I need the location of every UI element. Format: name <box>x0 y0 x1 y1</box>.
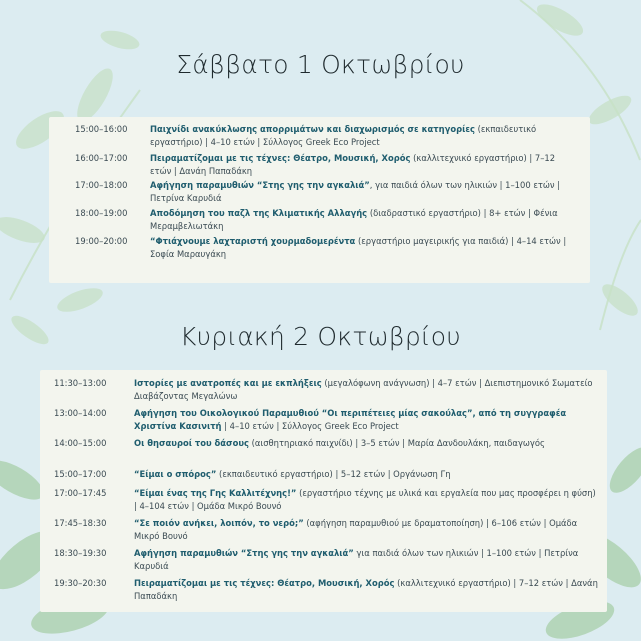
event-name: Αφήγηση παραμυθιών “Στης γης την αγκαλιά” <box>134 548 354 558</box>
event-description <box>150 207 575 232</box>
event-name: Αφήγηση του Οικολογικού Παραμυθιού “Οι περιπέτειες μίας σακούλας”, από τη συγγραφέα Χριστίνα Κασινιτή <box>134 408 567 431</box>
event-details: (αισθητηριακό παιχνίδι) | 3–5 ετών | Μαρία Δανδουλάκη, παιδαγωγός <box>251 438 545 448</box>
event-time: 11:30–13:00 <box>54 378 107 388</box>
list-item <box>54 487 599 512</box>
event-details: (εργαστήριο τέχνης με υλικά και εργαλεία που μας προσφέρει η φύση) | 4–104 ετών | Ομάδα Μικρό Βουνό <box>134 488 596 511</box>
event-description <box>150 235 575 260</box>
event-name: Οι θησαυροί του δάσους <box>134 438 249 448</box>
event-name: Ιστορίες με ανατροπές και με εκπλήξεις <box>134 378 322 388</box>
list-item <box>54 547 599 572</box>
event-name: Αποδόμηση του παζλ της Κλιματικής Αλλαγής <box>150 208 368 218</box>
event-description <box>134 547 599 572</box>
event-name: Πειραματίζομαι με τις τέχνες: Θέατρο, Μουσική, Χορός <box>150 153 411 163</box>
event-time: 19:00–20:00 <box>75 236 128 246</box>
event-details: (εκπαιδευτικό εργαστήριο) | 4–10 ετών | Σύλλογος Greek Eco Project <box>150 124 537 147</box>
event-description <box>134 517 599 542</box>
list-item <box>75 152 575 177</box>
list-item <box>54 468 599 481</box>
event-time: 15:00–16:00 <box>75 124 128 134</box>
list-item <box>54 437 599 450</box>
list-item <box>54 577 599 602</box>
event-time: 18:30–19:30 <box>54 548 107 558</box>
list-item <box>54 517 599 542</box>
event-name: “Σε ποιόν ανήκει, λοιπόν, το νερό;” <box>134 518 304 528</box>
saturday-title: Σάββατο 1 Οκτωβρίου <box>176 50 465 79</box>
event-details: (εργαστήριο μαγειρικής για παιδιά) | 4–14 ετών | Σοφία Μαραυγάκη <box>150 236 567 259</box>
event-details: (αφήγηση παραμυθιού με δραματοποίηση) | 6–106 ετών | Ομάδα Μικρό Βουνό <box>134 518 578 541</box>
event-name: Πειραματίζομαι με τις τέχνες: Θέατρο, Μουσική, Χορός <box>134 578 395 588</box>
event-description <box>134 377 599 402</box>
event-time: 16:00–17:00 <box>75 153 128 163</box>
saturday-schedule-card <box>49 117 590 283</box>
event-details: (διαδραστικό εργαστήριο) | 8+ ετών | Φένια Μεραμβελιωτάκη <box>150 208 558 231</box>
event-details: , για παιδιά όλων των ηλικιών | 1–100 ετών | Πετρίνα Καρυδιά <box>150 180 561 203</box>
event-time: 13:00–14:00 <box>54 408 107 418</box>
event-description <box>150 179 575 204</box>
event-name: Αφήγηση παραμυθιών “Στης γης την αγκαλιά” <box>150 180 370 190</box>
sunday-schedule-card <box>40 370 607 612</box>
event-details: (μεγαλόφωνη ανάγνωση) | 4–7 ετών | Διεπιστημονικό Σωματείο Διαβάζοντας Μεγαλώνω <box>134 378 593 401</box>
list-item <box>54 377 599 402</box>
event-description <box>134 468 451 481</box>
event-time: 18:00–19:00 <box>75 208 128 218</box>
event-name: “Φτιάχνουμε λαχταριστή χουρμαδομερέντα <box>150 236 356 246</box>
event-details: (καλλιτεχνικό εργαστήριο) | 7–12 ετών | Δανάη Παπαδάκη <box>150 153 556 176</box>
event-description <box>134 487 599 512</box>
event-details: για παιδιά όλων των ηλικιών | 1–100 ετών | Πετρίνα Καρυδιά <box>134 548 579 571</box>
list-item <box>75 123 575 148</box>
event-time: 17:00–17:45 <box>54 488 107 498</box>
event-time: 17:00–18:00 <box>75 180 128 190</box>
event-details: (καλλιτεχνικό εργαστήριο) | 7–12 ετών | Δανάη Παπαδάκη <box>134 578 598 601</box>
event-description <box>134 437 545 450</box>
list-item <box>75 179 575 204</box>
event-name: “Είμαι ένας της Γης Καλλιτέχνης!” <box>134 488 297 498</box>
event-description <box>134 577 599 602</box>
event-description <box>150 123 575 148</box>
event-details: (εκπαιδευτικό εργαστήριο) | 5–12 ετών | Οργάνωση Γη <box>219 469 451 479</box>
list-item <box>54 407 599 432</box>
event-time: 17:45–18:30 <box>54 518 107 528</box>
event-description <box>150 152 575 177</box>
event-name: Παιχνίδι ανακύκλωσης απορριμάτων και διαχωρισμός σε κατηγορίες <box>150 124 475 134</box>
event-details: | 4–10 ετών | Σύλλογος Greek Eco Project <box>224 420 399 431</box>
sunday-title: Κυριακή 2 Οκτωβρίου <box>180 322 461 351</box>
event-time: 19:30–20:30 <box>54 578 107 588</box>
event-name: “Είμαι ο σπόρος” <box>134 469 217 479</box>
event-time: 15:00–17:00 <box>54 469 107 479</box>
event-time: 14:00–15:00 <box>54 438 107 448</box>
list-item <box>75 207 575 232</box>
list-item <box>75 235 575 260</box>
event-description <box>134 407 599 432</box>
